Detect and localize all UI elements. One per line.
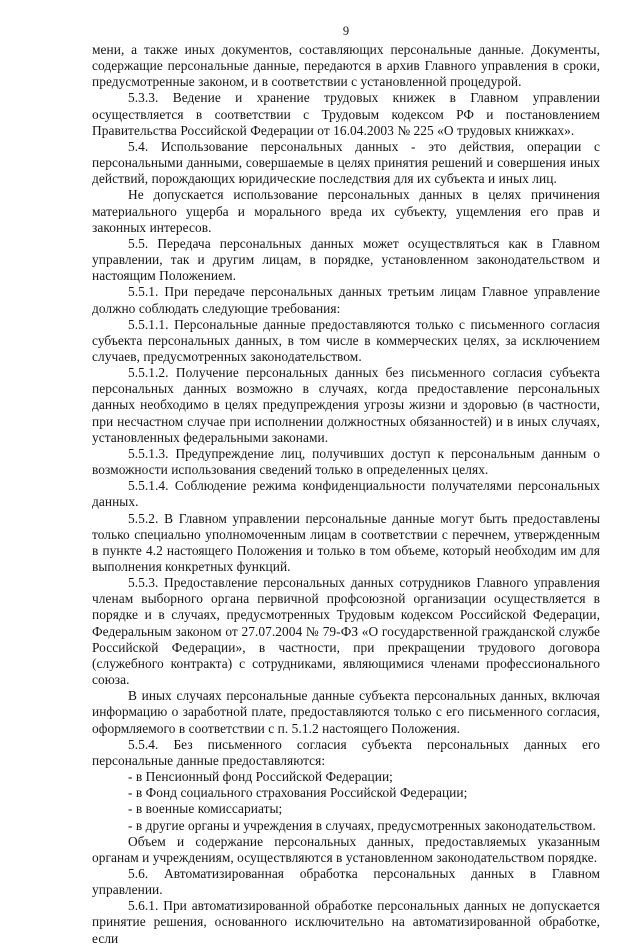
paragraph-5-5-4: 5.5.4. Без письменного согласия субъекта персональных данных его персональные данные предоставляются: (92, 736, 600, 768)
paragraph-5-5-1-4: 5.5.1.4. Соблюдение режима конфиденциальности получателями персональных данных. (92, 478, 600, 510)
list-item-other-bodies: - в другие органы и учреждения в случаях, предусмотренных законодательством. (128, 817, 596, 833)
paragraph-5-5-1-2: 5.5.1.2. Получение персональных данных без письменного согласия субъекта персональных данных возможно в случаях, когда предоставление персональных данных необходимо в целях предупреждения угрозы жизни и здоровью (в частности, при несчастном случае при исполнении должностных обязанностей) и в иных случаях, установленных федеральными законами. (92, 365, 600, 445)
list-item-military-commissariats: - в военные комиссариаты; (128, 801, 283, 817)
list-item-social-insurance-fund: - в Фонд социального страхования Российской Федерации; (128, 785, 468, 801)
paragraph-5-5-2: 5.5.2. В Главном управлении персональные данные могут быть предоставлены только специально уполномоченным лицам в соответствии с перечнем, утвержденным в пункте 4.2 настоящего Положения и только в том объеме, который необходим им для выполнения конкретных функций. (92, 510, 600, 574)
paragraph-scope-and-content: Объем и содержание персональных данных, предоставляемых указанным органам и учреждениям, осуществляются в установленном законодательством порядке. (92, 833, 600, 865)
page-number: 9 (342, 24, 350, 38)
paragraph-5-5-3: 5.5.3. Предоставление персональных данных сотрудников Главного управления членам выборного органа первичной профсоюзной организации осуществляется в порядке и в случаях, предусмотренных Трудовым кодексом Российской Федерации, Федеральным законом от 27.07.2004 № 79-ФЗ «О государственной гражданской службе Российской Федерации», в частности, при прекращении трудового договора (служебного контракта) с сотрудниками, являющимися членами профессионального союза. (92, 575, 600, 688)
paragraph-archive-continuation: мени, а также иных документов, составляющих персональные данные. Документы, содержащие персональные данные, передаются в архив Главного управления в сроки, предусмотренные законом, и в соответствии с установленной процедурой. (92, 42, 600, 90)
paragraph-5-6: 5.6. Автоматизированная обработка персональных данных в Главном управлении. (92, 865, 600, 898)
paragraph-5-4: 5.4. Использование персональных данных - это действия, операции с персональными данными, совершаемые в целях принятия решений и совершения иных действий, порождающих юридические последствия для их субъекта и иных лиц. (92, 138, 600, 187)
paragraph-5-5-1-1: 5.5.1.1. Персональные данные предоставляются только с письменного согласия субъекта персональных данных, в том числе в коммерческих целях, за исключением случаев, предусмотренных законодательством. (92, 316, 600, 364)
paragraph-5-5-1-3: 5.5.1.3. Предупреждение лиц, получивших доступ к персональным данным о возможности использования сведений только в определенных целях. (92, 445, 600, 478)
paragraph-5-5-1: 5.5.1. При передаче персональных данных третьим лицам Главное управление должно соблюдать следующие требования: (92, 284, 600, 316)
list-item-pension-fund: - в Пенсионный фонд Российской Федерации; (128, 769, 393, 785)
paragraph-5-5: 5.5. Передача персональных данных может осуществляться как в Главном управлении, так и другим лицам, в порядке, установленном законодательством и настоящим Положением. (92, 235, 600, 284)
paragraph-5-6-1: 5.6.1. При автоматизированной обработке персональных данных не допускается принятие решения, основанного исключительно на автоматизированной обработке, если (92, 898, 600, 946)
paragraph-other-cases: В иных случаях персональные данные субъекта персональных данных, включая информацию о заработной плате, предоставляются только с его письменного согласия, оформляемого в соответствии с п. 5.1.2 настоящего Положения. (92, 688, 600, 736)
paragraph-usage-restriction: Не допускается использование персональных данных в целях причинения материального ущерба и морального вреда их субъекту, ущемления его прав и законных интересов. (92, 187, 600, 235)
paragraph-5-3-3: 5.3.3. Ведение и хранение трудовых книжек в Главном управлении осуществляется в соответствии с Трудовым кодексом РФ и постановлением Правительства Российской Федерации от 16.04.2003 № 225 «О трудовых книжках». (92, 90, 600, 138)
